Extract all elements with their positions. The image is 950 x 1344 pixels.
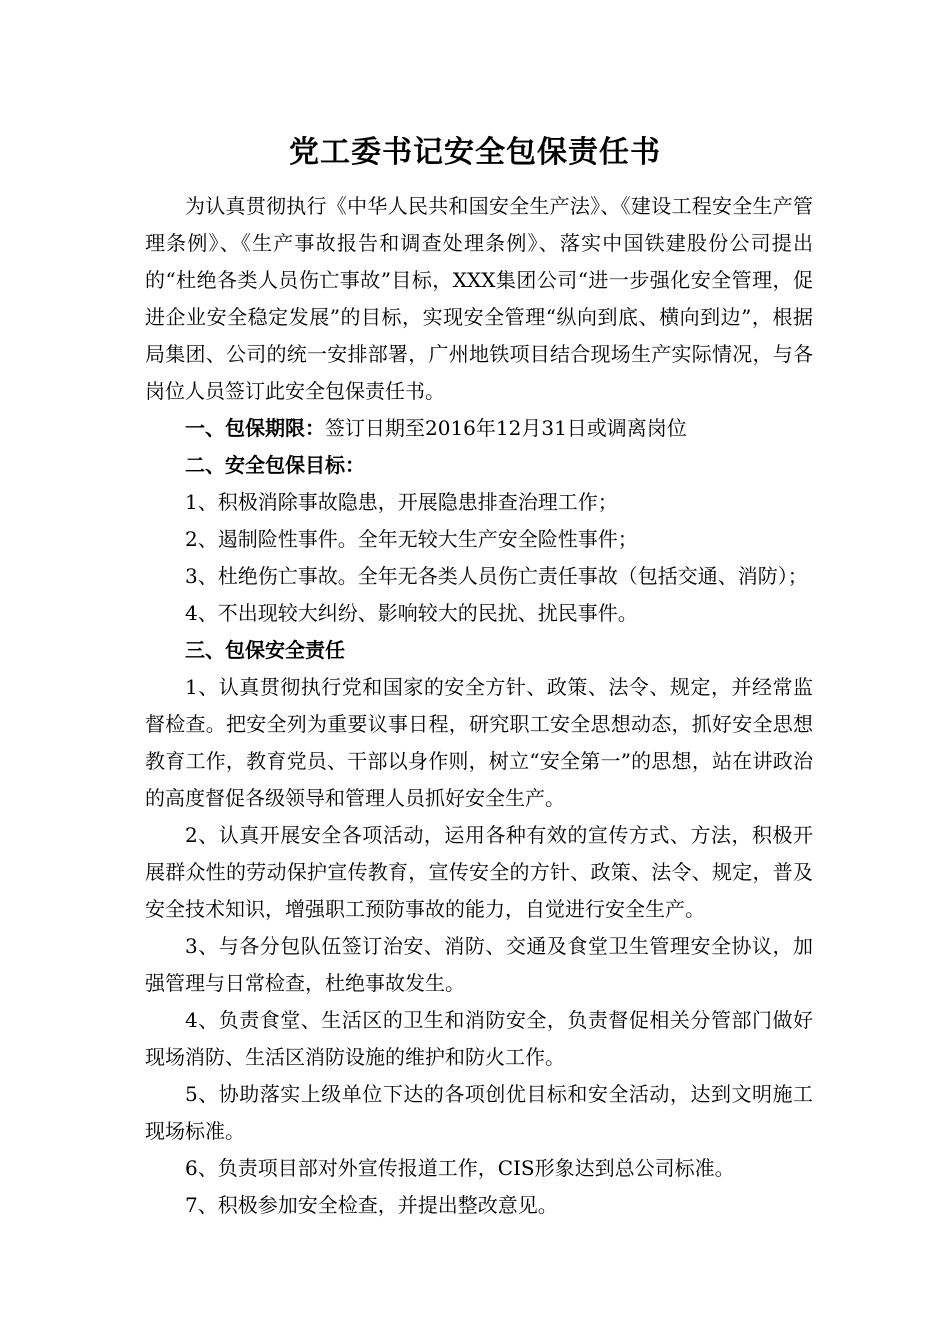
duty-item-4: 4、负责食堂、生活区的卫生和消防安全，负责督促相关分管部门做好现场消防、生活区消防设施的维护和防火工作。 xyxy=(145,1008,813,1069)
section-3-heading: 三、包保安全责任 xyxy=(185,638,345,662)
document-body xyxy=(145,188,813,1224)
duty-item-6: 6、负责项目部对外宣传报道工作，CIS形象达到总公司标准。 xyxy=(185,1156,735,1180)
section-1-heading: 一、包保期限： xyxy=(185,416,325,440)
duty-item-5: 5、协助落实上级单位下达的各项创优目标和安全活动，达到文明施工现场标准。 xyxy=(145,1082,813,1143)
section-1 xyxy=(145,410,813,447)
target-item-1: 1、积极消除事故隐患，开展隐患排查治理工作； xyxy=(185,490,618,514)
duty-item-1: 1、认真贯彻执行党和国家的安全方针、政策、法令、规定，并经常监督检查。把安全列为重要议事日程，研究职工安全思想动态，抓好安全思想教育工作，教育党员、干部以身作则，树立“安全第一”的思想，站在讲政治的高度督促各级领导和管理人员抓好安全生产。 xyxy=(145,675,813,810)
section-2-heading: 二、安全包保目标： xyxy=(185,453,365,477)
target-item-3: 3、杜绝伤亡事故。全年无各类人员伤亡责任事故（包括交通、消防）； xyxy=(185,564,808,588)
duty-item-7: 7、积极参加安全检查，并提出整改意见。 xyxy=(185,1193,558,1217)
target-item-4: 4、不出现较大纠纷、影响较大的民扰、扰民事件。 xyxy=(185,601,638,625)
section-2 xyxy=(145,447,813,484)
document-title: 党工委书记安全包保责任书 xyxy=(289,135,661,170)
section-3 xyxy=(145,632,813,669)
target-item-2: 2、遏制险性事件。全年无较大生产安全险性事件； xyxy=(185,527,638,551)
intro-paragraph: 为认真贯彻执行《中华人民共和国安全生产法》、《建设工程安全生产管理条例》、《生产事故报告和调查处理条例》、落实中国铁建股份公司提出的“杜绝各类人员伤亡事故”目标，XXX集团公司“进一步强化安全管理，促进企业安全稳定发展”的目标，实现安全管理“纵向到底、横向到边”，根据局集团、公司的统一安排部署，广州地铁项目结合现场生产实际情况，与各岗位人员签订此安全包保责任书。 xyxy=(145,194,813,403)
section-1-text: 签订日期至2016年12月31日或调离岗位 xyxy=(325,416,687,440)
duty-item-2: 2、认真开展安全各项活动，运用各种有效的宣传方式、方法，积极开展群众性的劳动保护宣传教育，宣传安全的方针、政策、法令、规定，普及安全技术知识，增强职工预防事故的能力，自觉进行安全生产。 xyxy=(145,823,813,921)
duty-item-3: 3、与各分包队伍签订治安、消防、交通及食堂卫生管理安全协议，加强管理与日常检查，杜绝事故发生。 xyxy=(145,934,813,995)
